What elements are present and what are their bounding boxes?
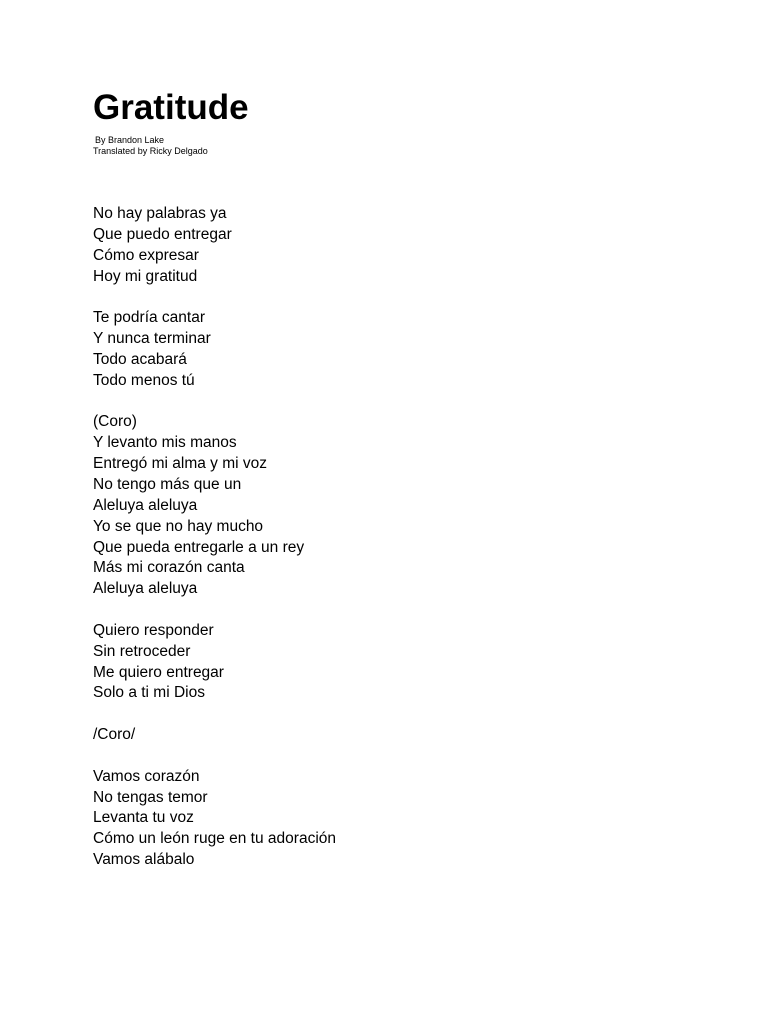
lyrics (93, 204, 336, 892)
lyric-line: Que puedo entregar (93, 225, 232, 243)
stanza-1 (93, 204, 336, 287)
lyric-line: Todo menos tú (93, 371, 195, 389)
chorus-label: (Coro) (93, 413, 137, 431)
lyric-line: Y nunca terminar (93, 330, 211, 348)
lyric-line: Todo acabará (93, 350, 187, 368)
stanza-bridge (93, 767, 336, 871)
stanza-chorus-repeat (93, 725, 336, 746)
lyric-line: No tengo más que un (93, 475, 242, 493)
author-credit: By Brandon Lake (95, 135, 165, 145)
stanza-chorus (93, 412, 336, 600)
stanza-2 (93, 308, 336, 391)
translator-credit: Translated by Ricky Delgado (93, 146, 208, 156)
lyric-line: Y levanto mis manos (93, 434, 237, 452)
chorus-repeat-label: /Coro/ (93, 726, 136, 744)
lyric-line: Yo se que no hay mucho (93, 517, 264, 535)
lyric-line: Vamos corazón (93, 767, 200, 785)
lyric-line: Entregó mi alma y mi voz (93, 455, 267, 473)
stanza-3 (93, 621, 336, 704)
lyric-line: Más mi corazón canta (93, 559, 245, 577)
lyric-line: Me quiero entregar (93, 663, 224, 681)
lyric-line: Cómo un león ruge en tu adoración (93, 830, 336, 848)
lyric-line: Aleluya aleluya (93, 496, 198, 514)
lyric-line: Levanta tu voz (93, 809, 194, 827)
lyric-line: Aleluya aleluya (93, 580, 198, 598)
lyric-line: No tengas temor (93, 788, 208, 806)
song-title: Gratitude (93, 88, 249, 127)
lyric-line: Solo a ti mi Dios (93, 684, 205, 702)
lyric-line: Te podría cantar (93, 309, 206, 327)
credits (93, 135, 208, 157)
lyric-line: Sin retroceder (93, 642, 191, 660)
lyric-line: Cómo expresar (93, 246, 199, 264)
lyric-line: No hay palabras ya (93, 205, 227, 222)
lyric-line: Quiero responder (93, 621, 214, 639)
lyric-line: Vamos alábalo (93, 851, 195, 869)
lyric-line: Que pueda entregarle a un rey (93, 538, 305, 556)
lyric-line: Hoy mi gratitud (93, 267, 198, 285)
